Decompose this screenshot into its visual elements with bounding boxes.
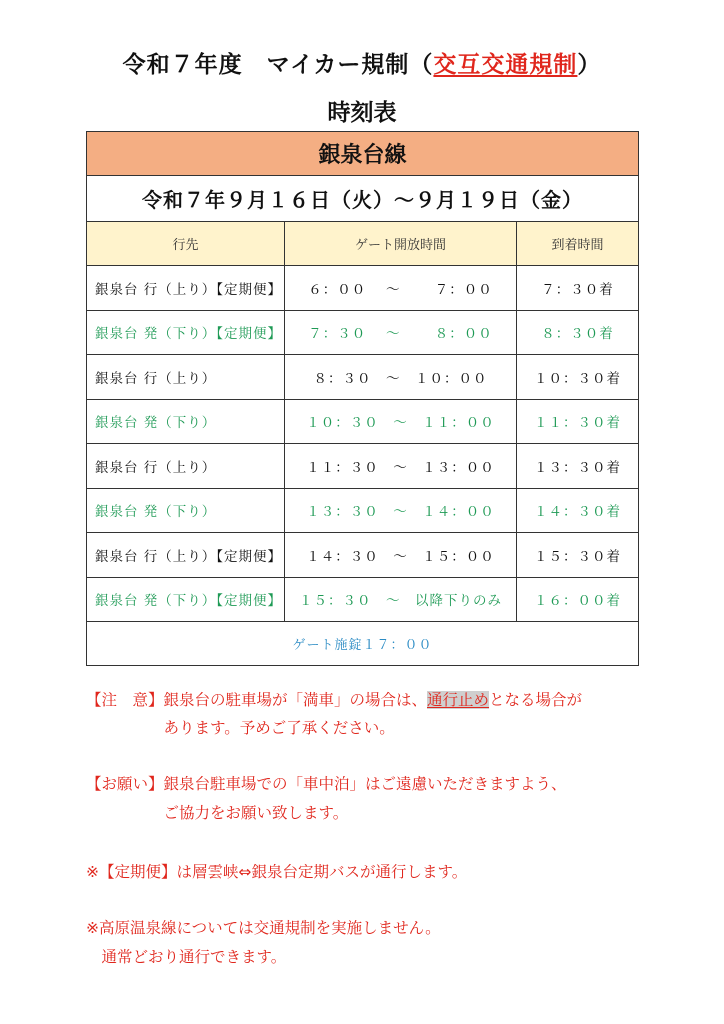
table-row: [87, 266, 639, 311]
header-arrival: 到着時間: [517, 222, 639, 266]
header-destination: 行先: [87, 222, 285, 266]
row-destination: 銀泉台 発（下り）【定期便】: [87, 577, 285, 622]
date-range: 令和７年９月１６日（火）～９月１９日（金）: [87, 176, 639, 222]
row-destination: 銀泉台 行（上り）: [87, 355, 285, 400]
row-arrival-time: １６：００着: [517, 577, 639, 622]
timetable: [86, 131, 639, 666]
table-row: [87, 488, 639, 533]
row-destination: 銀泉台 行（上り）【定期便】: [87, 533, 285, 578]
row-destination: 銀泉台 行（上り）【定期便】: [87, 266, 285, 311]
gate-lock-time: ゲート施錠１７：００: [87, 622, 639, 666]
request-note-line2: ご協力をお願い致します。: [86, 804, 349, 822]
table-row: [87, 533, 639, 578]
row-arrival-time: １１：３０着: [517, 399, 639, 444]
title-suffix: ）: [577, 52, 602, 78]
page-subtitle: 時刻表: [327, 100, 397, 126]
caution-text-tail: となる場合が: [489, 691, 583, 709]
caution-note-line1: [86, 686, 582, 714]
row-destination: 銀泉台 発（下り）: [87, 488, 285, 533]
table-row: [87, 355, 639, 400]
row-arrival-time: ８：３０着: [517, 310, 639, 355]
caution-note-line2: あります。予めご了承ください。: [86, 719, 395, 737]
request-note-line1: 【お願い】銀泉台駐車場での「車中泊」はご遠慮いただきますよう、: [86, 775, 567, 793]
row-destination: 銀泉台 行（上り）: [87, 444, 285, 489]
table-row: [87, 444, 639, 489]
column-header-row: [87, 222, 639, 266]
row-gate-time: ７：３０ ～ ８：００: [285, 310, 517, 355]
row-arrival-time: １５：３０着: [517, 533, 639, 578]
row-gate-time: １１：３０ ～ １３：００: [285, 444, 517, 489]
row-destination: 銀泉台 発（下り）: [87, 399, 285, 444]
row-gate-time: ８：３０ ～ １０：００: [285, 355, 517, 400]
kogen-note-line1: ※高原温泉線については交通規制を実施しません。: [86, 919, 441, 937]
caution-text: 【注 意】銀泉台の駐車場が「満車」の場合は、: [86, 691, 428, 709]
row-gate-time: ６：００ ～ ７：００: [285, 266, 517, 311]
table-row: [87, 310, 639, 355]
row-gate-time: １４：３０ ～ １５：００: [285, 533, 517, 578]
title-highlight: 交互交通規制: [433, 52, 578, 78]
title-prefix: 令和７年度 マイカー規制（: [122, 52, 434, 78]
row-destination: 銀泉台 発（下り）【定期便】: [87, 310, 285, 355]
regular-bus-note: ※【定期便】は層雲峡⇔銀泉台定期バスが通行します。: [86, 863, 468, 881]
kogen-note-line2: 通常どおり通行できます。: [86, 948, 287, 966]
table-row: [87, 577, 639, 622]
row-arrival-time: １０：３０着: [517, 355, 639, 400]
road-closed-highlight: 通行止め: [427, 691, 490, 709]
line-name: 銀泉台線: [87, 132, 639, 176]
row-arrival-time: １４：３０着: [517, 488, 639, 533]
page-title: [0, 46, 724, 79]
row-gate-time: １５：３０ ～ 以降下りのみ: [285, 577, 517, 622]
row-gate-time: １０：３０ ～ １１：００: [285, 399, 517, 444]
row-gate-time: １３：３０ ～ １４：００: [285, 488, 517, 533]
header-gate: ゲート開放時間: [285, 222, 517, 266]
table-row: [87, 399, 639, 444]
row-arrival-time: １３：３０着: [517, 444, 639, 489]
row-arrival-time: ７：３０着: [517, 266, 639, 311]
